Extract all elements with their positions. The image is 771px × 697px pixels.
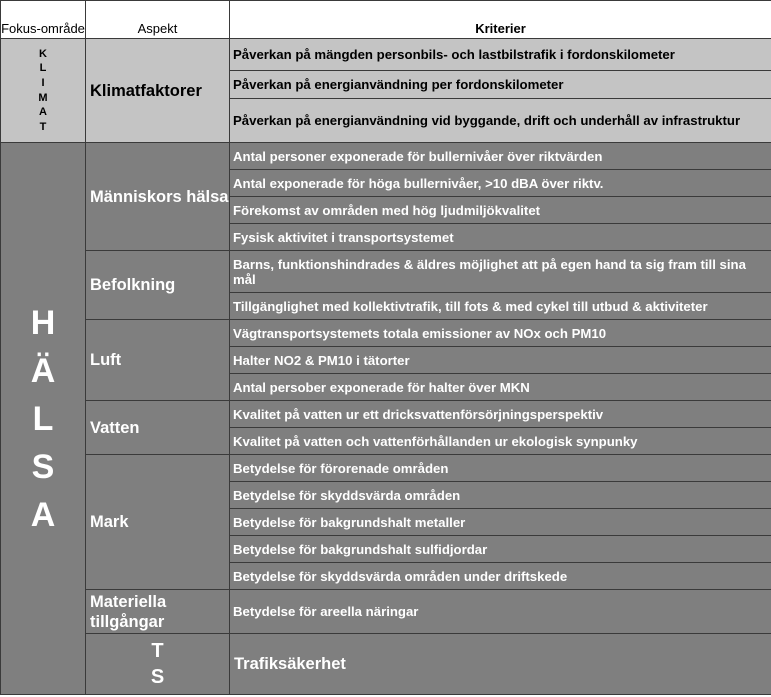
criterion: Kvalitet på vatten och vattenförhållanden ur ekologisk synpunky <box>230 428 771 455</box>
criterion: Betydelse för skyddsvärda områden <box>230 482 771 509</box>
focus-letter: S <box>31 447 55 486</box>
criterion: Antal personer exponerade för bullernivåer över riktvärden <box>230 143 771 170</box>
criterion: Betydelse för skyddsvärda områden under driftskede <box>230 563 771 590</box>
aspect-befolkning: Befolkning <box>86 251 230 320</box>
criterion: Antal persober exponerade för halter över MKN <box>230 374 771 401</box>
criterion: Påverkan på mängden personbils- och lastbilstrafik i fordonskilometer <box>230 39 771 71</box>
criterion: Fysisk aktivitet i transportsystemet <box>230 224 771 251</box>
aspect-manniskors-halsa: Människors hälsa <box>86 143 230 251</box>
criterion: Kvalitet på vatten ur ett dricksvattenförsörjningsperspektiv <box>230 401 771 428</box>
focus-letter: L <box>32 399 54 438</box>
criterion: Tillgänglighet med kollektivtrafik, till fots & med cykel till utbud & aktiviteter <box>230 293 771 320</box>
focus-letter: M <box>38 91 48 104</box>
focus-halsa-letters <box>1 299 85 539</box>
focus-letter: S <box>150 666 165 688</box>
criterion: Barns, funktionshindrades & äldres möjlighet att på egen hand ta sig fram till sina mål <box>230 251 771 293</box>
header-aspect: Aspekt <box>86 1 230 39</box>
criterion: Halter NO2 & PM10 i tätorter <box>230 347 771 374</box>
criterion: Förekomst av områden med hög ljudmiljökvalitet <box>230 197 771 224</box>
criterion: Påverkan på energianvändning per fordonskilometer <box>230 71 771 99</box>
focus-klimat <box>1 39 86 143</box>
criterion: Antal exponerade för höga bullernivåer, >10 dBA över riktv. <box>230 170 771 197</box>
aspect-trafiksakerhet: Trafiksäkerhet <box>230 634 771 695</box>
aspect-vatten: Vatten <box>86 401 230 455</box>
focus-halsa <box>1 143 86 695</box>
focus-klimat-letters <box>1 47 85 135</box>
focus-letter: A <box>39 106 47 119</box>
aspect-luft: Luft <box>86 320 230 401</box>
focus-letter: T <box>151 640 164 662</box>
aspect-klimatfaktorer: Klimatfaktorer <box>86 39 230 143</box>
criterion: Betydelse för bakgrundshalt metaller <box>230 509 771 536</box>
focus-ts-letters <box>86 638 229 690</box>
criterion: Betydelse för bakgrundshalt sulfidjordar <box>230 536 771 563</box>
focus-letter: I <box>41 76 45 89</box>
aspect-materiella-tillgangar: Materiella tillgångar <box>86 590 230 634</box>
focus-letter: H <box>30 303 56 342</box>
focus-letter: A <box>30 495 56 534</box>
focus-letter: K <box>39 47 47 60</box>
focus-letter: L <box>39 62 47 75</box>
focus-letter: T <box>39 120 47 133</box>
header-criteria: Kriterier <box>230 1 771 39</box>
header-focus: Fokus-område <box>1 1 86 39</box>
aspect-mark: Mark <box>86 455 230 590</box>
focus-ts <box>86 634 230 695</box>
criterion: Betydelse för areella näringar <box>230 590 771 634</box>
focus-letter: Ä <box>30 351 56 390</box>
criterion: Vägtransportsystemets totala emissioner av NOx och PM10 <box>230 320 771 347</box>
criterion: Påverkan på energianvändning vid byggande, drift och underhåll av infrastruktur <box>230 99 771 143</box>
criterion: Betydelse för förorenade områden <box>230 455 771 482</box>
